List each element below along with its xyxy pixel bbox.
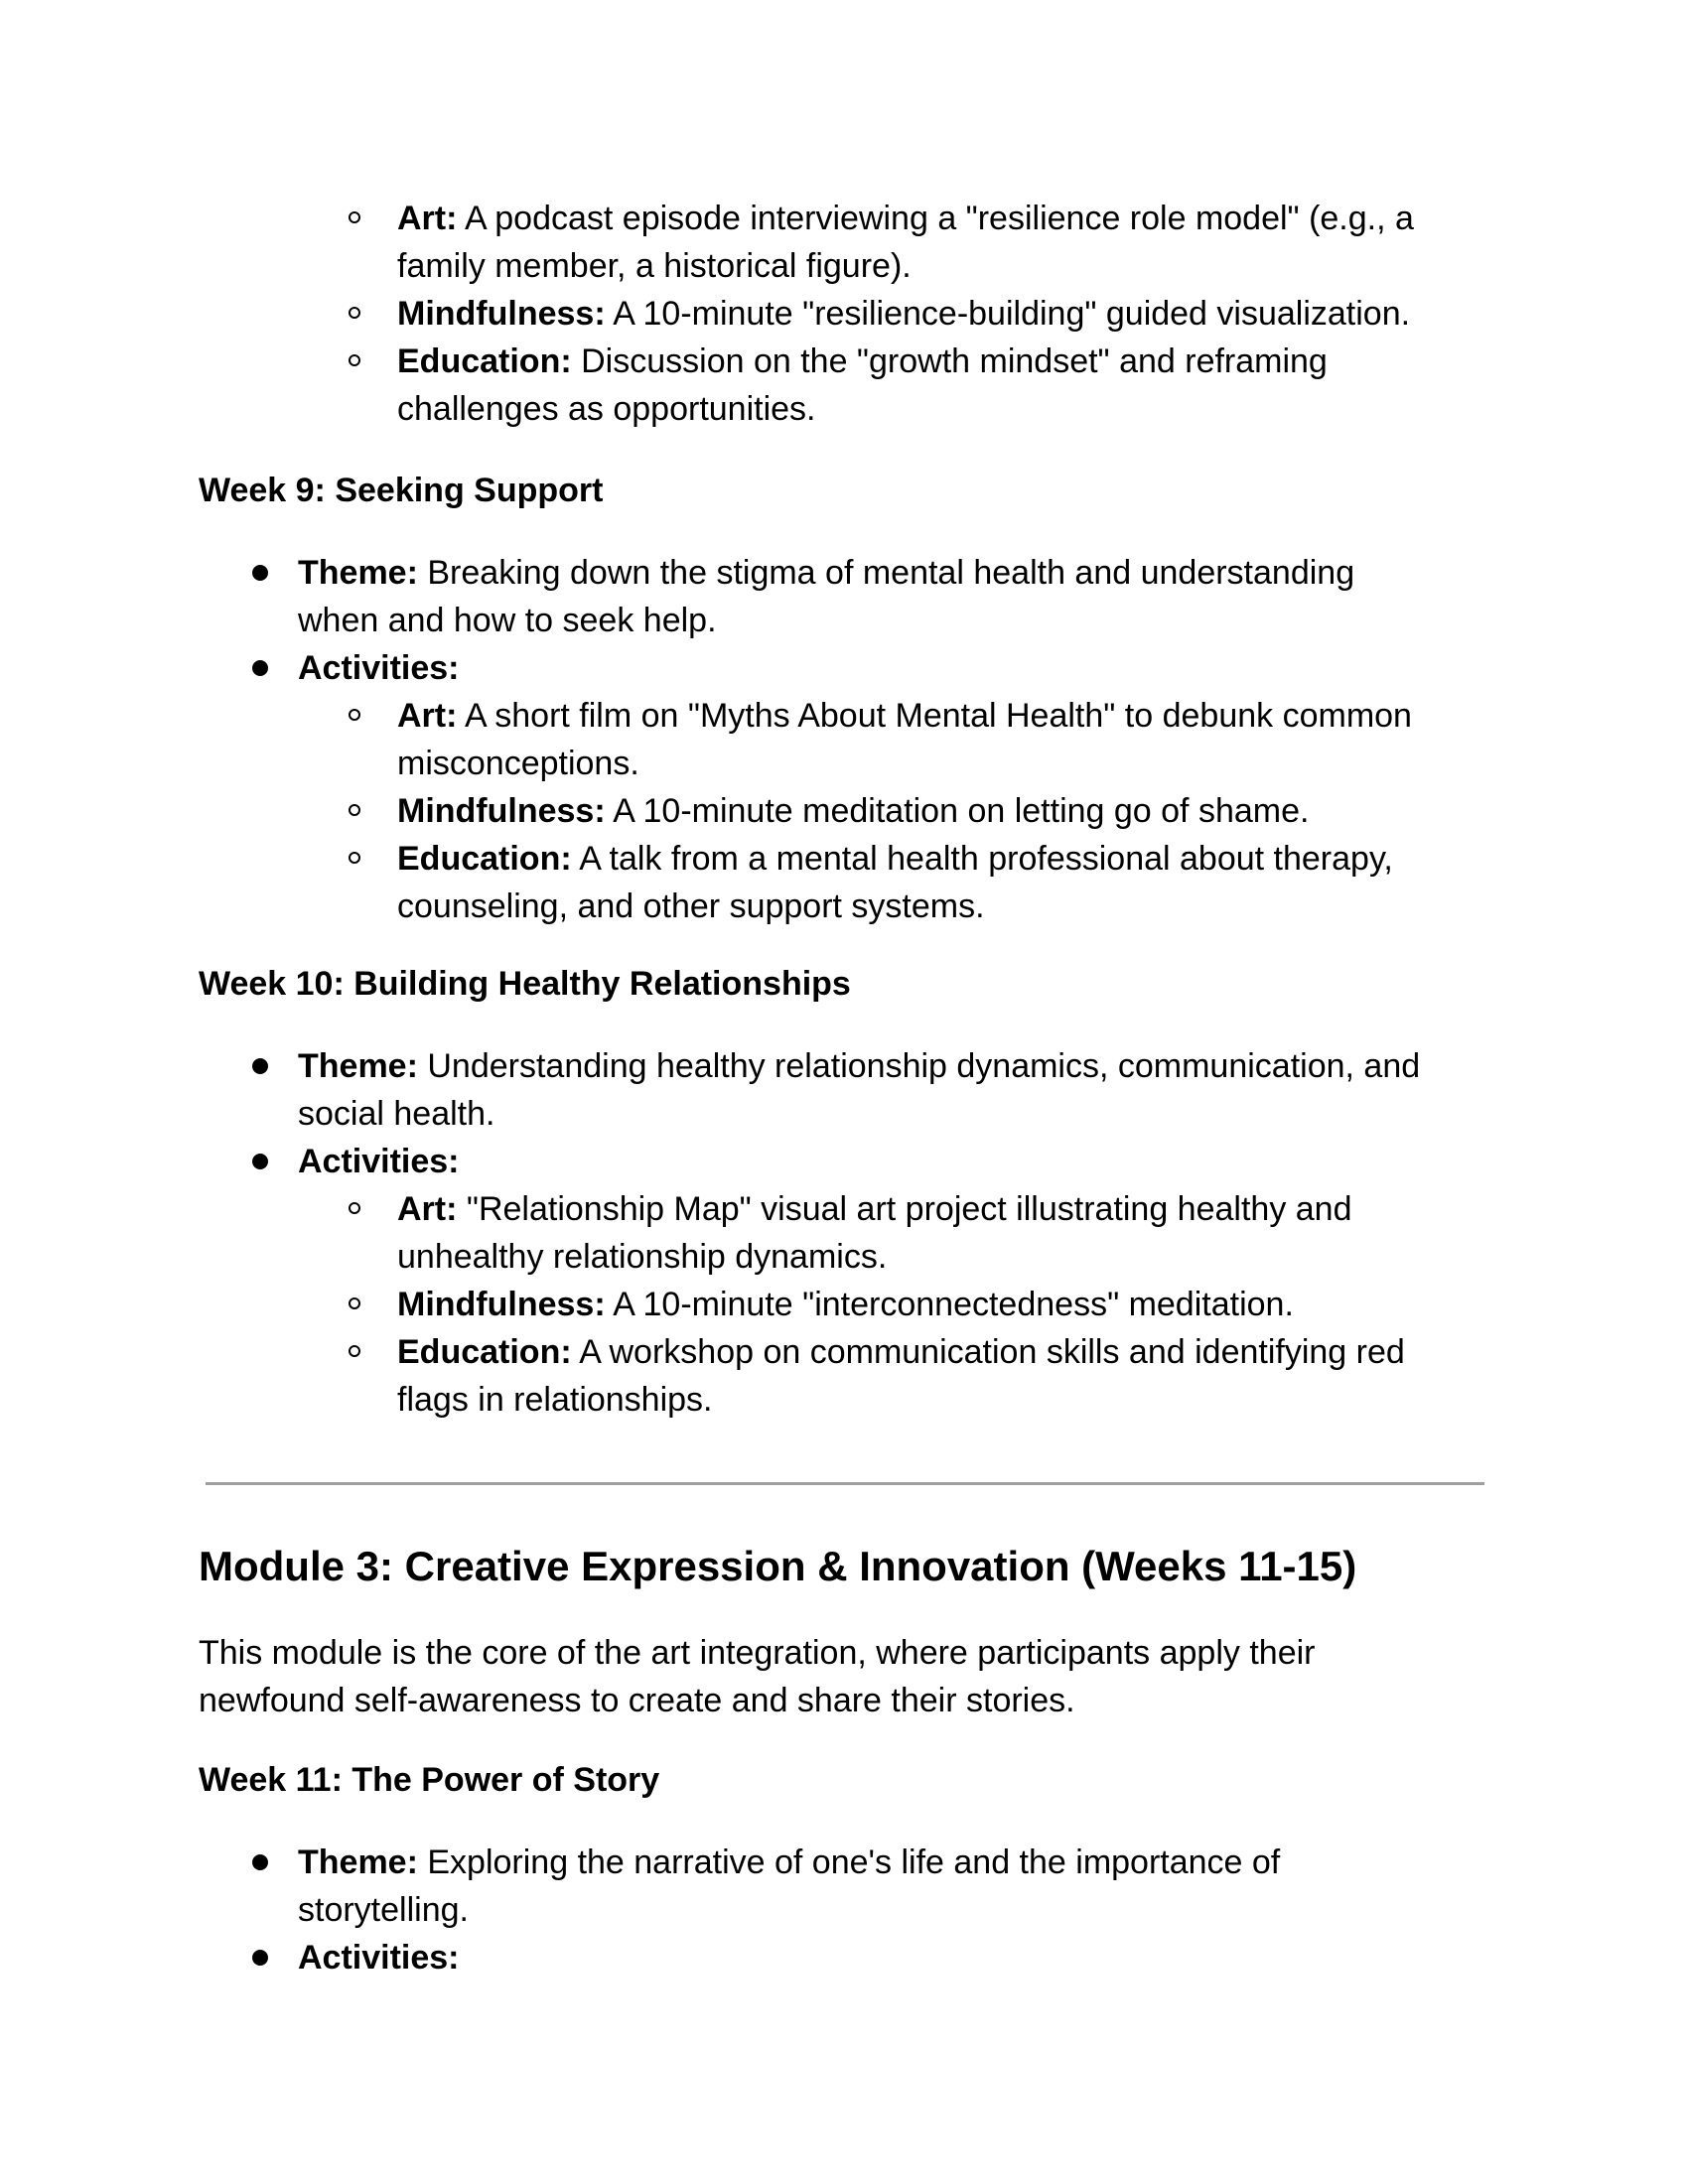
week-9-education-line-1: Education: A talk from a mental health professional about therapy,: [397, 840, 1393, 878]
sub-bullet-icon: [349, 709, 360, 721]
module-3-intro-line-1: This module is the core of the art integration, where participants apply their: [199, 1634, 1316, 1672]
week-11-heading: Week 11: The Power of Story: [199, 1761, 660, 1799]
activity-education-line-1: Education: Discussion on the "growth mindset" and reframing: [397, 342, 1328, 380]
sub-bullet-icon: [349, 1202, 360, 1214]
week-9-mindfulness-line-1: Mindfulness: A 10-minute meditation on letting go of shame.: [397, 792, 1310, 830]
week-10-theme-line-1: Theme: Understanding healthy relationship dynamics, communication, and: [298, 1047, 1421, 1085]
activity-art-line-1: Art: A podcast episode interviewing a "resilience role model" (e.g., a: [397, 200, 1414, 237]
week-11-theme-line-1: Theme: Exploring the narrative of one's life and the importance of: [298, 1843, 1281, 1881]
week-10-mindfulness-line-1: Mindfulness: A 10-minute "interconnectedness" meditation.: [397, 1286, 1294, 1323]
activity-mindfulness-line-1: Mindfulness: A 10-minute "resilience-building" guided visualization.: [397, 295, 1411, 333]
horizontal-divider: [206, 1482, 1484, 1485]
sub-bullet-icon: [349, 211, 360, 223]
week-9-art-line-1: Art: A short film on "Myths About Mental Health" to debunk common: [397, 697, 1412, 735]
sub-bullet-icon: [349, 1345, 360, 1357]
bullet-icon: [252, 565, 268, 581]
module-3-intro-line-2: newfound self-awareness to create and share their stories.: [199, 1682, 1075, 1719]
sub-bullet-icon: [349, 307, 360, 319]
week-10-art-line-1: Art: "Relationship Map" visual art project illustrating healthy and: [397, 1190, 1352, 1228]
week-10-art-line-2: unhealthy relationship dynamics.: [397, 1238, 888, 1276]
activity-art-line-2: family member, a historical figure).: [397, 247, 912, 285]
week-9-theme-line-1: Theme: Breaking down the stigma of mental health and understanding: [298, 554, 1355, 592]
bullet-icon: [252, 660, 268, 676]
week-11-theme-line-2: storytelling.: [298, 1891, 469, 1929]
activity-education-line-2: challenges as opportunities.: [397, 390, 816, 428]
module-3-heading: Module 3: Creative Expression & Innovation (Weeks 11-15): [199, 1543, 1357, 1589]
week-10-heading: Week 10: Building Healthy Relationships: [199, 965, 851, 1003]
week-10-theme-line-2: social health.: [298, 1095, 495, 1133]
week-11-activities-label: Activities:: [298, 1939, 460, 1977]
bullet-icon: [252, 1058, 268, 1074]
bullet-icon: [252, 1854, 268, 1870]
sub-bullet-icon: [349, 852, 360, 864]
week-9-education-line-2: counseling, and other support systems.: [397, 887, 985, 925]
week-9-heading: Week 9: Seeking Support: [199, 472, 604, 509]
sub-bullet-icon: [349, 804, 360, 816]
bullet-icon: [252, 1950, 268, 1966]
week-9-theme-line-2: when and how to seek help.: [298, 602, 717, 639]
week-10-activities-label: Activities:: [298, 1143, 460, 1180]
week-9-art-line-2: misconceptions.: [397, 745, 639, 782]
sub-bullet-icon: [349, 354, 360, 366]
week-9-activities-label: Activities:: [298, 649, 460, 687]
week-10-education-line-2: flags in relationships.: [397, 1381, 713, 1419]
week-10-education-line-1: Education: A workshop on communication skills and identifying red: [397, 1333, 1405, 1371]
sub-bullet-icon: [349, 1297, 360, 1309]
bullet-icon: [252, 1154, 268, 1169]
